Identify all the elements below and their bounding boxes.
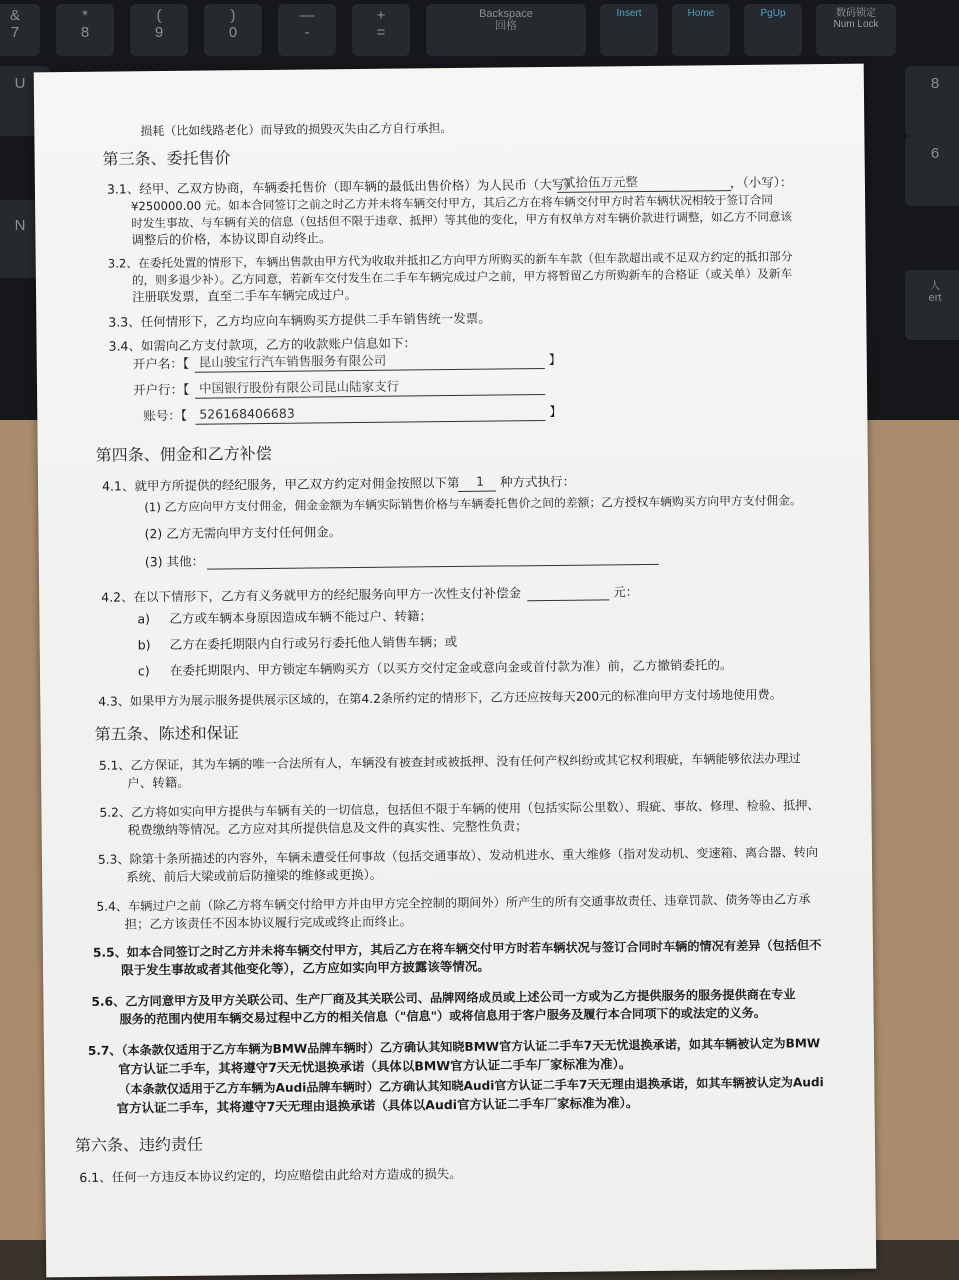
key-insert: Insert: [600, 4, 658, 56]
key-home: Home: [672, 4, 730, 56]
key-n: N: [0, 200, 50, 278]
clause-6-1: 6.1、任何一方违反本协议约定的，均应赔偿由此给对方造成的损失。: [79, 1165, 462, 1185]
contract-page: [34, 64, 877, 1278]
case-a-mark: a): [137, 611, 151, 627]
clause-4-1-tail: 种方式执行：: [499, 473, 576, 490]
section-3-title: 第三条、委托售价: [102, 148, 231, 169]
key-0: ) 0: [204, 4, 262, 56]
key-equal: + =: [352, 4, 410, 56]
clause-5-2-line1: 5.2、乙方将如实向甲方提供与车辆有关的一切信息，包括但不限于车辆的使用（包括实际公里数）、瑕疵、事故、修理、检验、抵押、: [99, 798, 820, 820]
clause-3-4: 3.4、如需向乙方支付款项，乙方的收款账户信息如下：: [108, 335, 417, 354]
account-number-label: 账号：【: [143, 407, 188, 424]
case-c-mark: c): [137, 663, 150, 679]
clause-3-1-line4: 调整后的价格，本协议即自动终止。: [131, 230, 332, 248]
clause-5-7-line4: 官方认证二手车，其将遵守7天无理由退换承诺（具体以Audi官方认证二手车厂家标准为准）。: [116, 1095, 639, 1116]
clause-4-2-unit: 元：: [613, 584, 639, 600]
carryover-line: 损耗（比如线路老化）而导致的损毁灭失由乙方自行承担。: [140, 120, 453, 139]
key-minus: — -: [278, 4, 336, 56]
clause-4-3: 4.3、如果甲方为展示服务提供展示区域的，在第4.2条所约定的情形下，乙方还应按每天200元的标准向甲方支付场地使用费。: [98, 687, 782, 709]
account-bank-label: 开户行：【: [132, 381, 190, 398]
clause-3-3: 3.3、任何情形下，乙方均应向车辆购买方提供二手车销售统一发票。: [108, 310, 491, 330]
account-number-close: 】: [549, 403, 562, 419]
key-7: & 7: [0, 4, 40, 56]
option-1: (1) 乙方应向甲方支付佣金，佣金金额为车辆实际销售价格与车辆委托售价之间的差额；乙方授权车辆购买方向甲方支付佣金。: [144, 493, 802, 515]
commission-method-underline: [458, 491, 496, 492]
key-8: * 8: [56, 4, 114, 56]
key-numpad-6: 6: [905, 136, 959, 206]
account-number-value: 526168406683: [199, 405, 295, 422]
key-backspace: Backspace 回格: [426, 4, 586, 56]
clause-3-1-line3: 时发生事故、与车辆有关的信息（包括但不限于违章、抵押）等其他的变化，甲方有权单方对车辆价款进行调整，如乙方不同意该: [131, 209, 793, 231]
section-4-title: 第四条、佣金和乙方补偿: [95, 443, 272, 465]
key-numlock: 数码锁定 Num Lock: [816, 4, 896, 56]
account-name-close: 】: [548, 351, 562, 368]
clause-5-7-line1: 5.7、（本条款仅适用于乙方车辆为BMW品牌车辆时）乙方确认其知晓BMW官方认证二手车7天无忧退换承诺，如其车辆被认定为BMW: [87, 1036, 821, 1058]
clause-4-2: 4.2、在以下情形下，乙方有义务就甲方的经纪服务向甲方一次性支付补偿金: [101, 585, 522, 605]
compensation-underline: [527, 599, 609, 601]
clause-5-4-line1: 5.4、车辆过户之前（除乙方将车辆交付给甲方并由甲方完全控制的期间外）所产生的所有交通事故责任、违章罚款、债务等由乙方承: [96, 892, 811, 914]
clause-5-4-line2: 担；乙方该责任不因本协议履行完成或终止而终止。: [124, 913, 413, 932]
clause-3-2-line3: 注册联发票，直至二手车车辆完成过户。: [131, 287, 358, 305]
clause-3-1-amount-words: 贰拾伍万元整: [562, 174, 638, 190]
clause-5-1-line1: 5.1、乙方保证，其为车辆的唯一合法所有人，车辆没有被查封或被抵押、没有任何产权纠纷或其它权利瑕疵，车辆能够依法办理过: [98, 751, 801, 773]
key-numpad-8: 8: [905, 66, 959, 136]
account-name-value: 昆山骏宝行汽车销售服务有限公司: [198, 352, 387, 370]
key-9: ( 9: [130, 4, 188, 56]
case-c: 在委托期限内、甲方锁定车辆购买方（以买方交付定金或意向金或首付款为准）前，乙方撤销委托的。: [169, 657, 733, 678]
option-2: (2) 乙方无需向甲方支付任何佣金。: [144, 524, 342, 542]
clause-5-1-line2: 户、转籍。: [127, 774, 190, 791]
option-3-underline: [207, 564, 659, 570]
clause-5-6-line2: 服务的范围内使用车辆交易过程中乙方的相关信息（"信息"）或将信息用于客户服务及履行本合同项下的或法定的义务。: [119, 1005, 767, 1027]
clause-3-1-line2: ¥250000.00 元。如本合同签订之前之时乙方并未将车辆交付甲方，其后乙方在将车辆交付甲方时若车辆状况相较于签订合同: [131, 192, 774, 214]
section-5-title: 第五条、陈述和保证: [94, 723, 239, 744]
clause-5-5-line1: 5.5、如本合同签订之时乙方并未将车辆交付甲方，其后乙方在将车辆交付甲方时若车辆状况与签订合同时车辆的情况有差异（包括但不: [92, 938, 822, 960]
section-6-title: 第六条、违约责任: [74, 1134, 204, 1156]
clause-3-2-line2: 的，则多退少补）。乙方同意，若新车交付发生在二手车车辆完成过户之前，甲方将暂留乙方所购新车的合格证（或关单）及新车: [131, 266, 793, 288]
account-bank-value: 中国银行股份有限公司昆山陆家支行: [198, 378, 400, 396]
clause-4-1: 4.1、就甲方所提供的经纪服务，甲乙双方约定对佣金按照以下第: [101, 474, 460, 494]
account-name-label: 开户名：【: [132, 355, 190, 372]
commission-method-number: 1: [475, 473, 485, 489]
clause-3-1-line1: 3.1、经甲、乙双方协商，车辆委托售价（即车辆的最低出售价格）为人民币（大写）: [106, 176, 577, 197]
clause-5-6-line1: 5.6、乙方同意甲方及甲方关联公司、生产厂商及其关联公司、品牌网络成员或上述公司一方或为乙方提供服务的服务提供商在专业: [91, 987, 796, 1009]
case-b: 乙方在委托期限内自行或另行委托他人销售车辆；或: [169, 633, 458, 652]
clause-5-3-line1: 5.3、除第十条所描述的内容外，车辆未遭受任何事故（包括交通事故）、发动机进水、重大维修（指对发动机、变速箱、离合器、转向: [97, 845, 819, 867]
key-pgup: PgUp: [744, 4, 802, 56]
key-u: U: [0, 66, 50, 136]
clause-5-7-line3: （本条款仅适用于乙方车辆为Audi品牌车辆时）乙方确认其知晓Audi官方认证二手车7天无理由退换承诺，如其车辆被认定为Audi: [118, 1075, 824, 1097]
clause-5-2-line2: 税费缴纳等情况。乙方应对其所提供信息及文件的真实性、完整性负责；: [127, 818, 528, 838]
option-3: (3) 其他：: [144, 553, 205, 570]
key-numpad-enter: 人 ert: [905, 270, 959, 340]
clause-3-1-lowercase-label: ，（小写）：: [729, 174, 793, 191]
clause-5-5-line2: 限于发生事故或者其他变化等），乙方应如实向甲方披露该等情况。: [121, 958, 490, 978]
clause-5-3-line2: 系统、前后大梁或前后防撞梁的维修或更换）。: [126, 866, 383, 885]
clause-5-7-line2: 官方认证二手车，其将遵守7天无忧退换承诺（具体以BMW官方认证二手车厂家标准为准）。: [118, 1056, 632, 1077]
case-b-mark: b): [137, 637, 151, 653]
clause-3-2-line1: 3.2、在委托处置的情形下，车辆出售款由甲方代为收取并抵扣乙方向甲方所购买的新车车款（但车款超出或不足双方约定的抵扣部分: [107, 249, 793, 271]
case-a: 乙方或车辆本身原因造成车辆不能过户、转籍；: [169, 608, 433, 626]
